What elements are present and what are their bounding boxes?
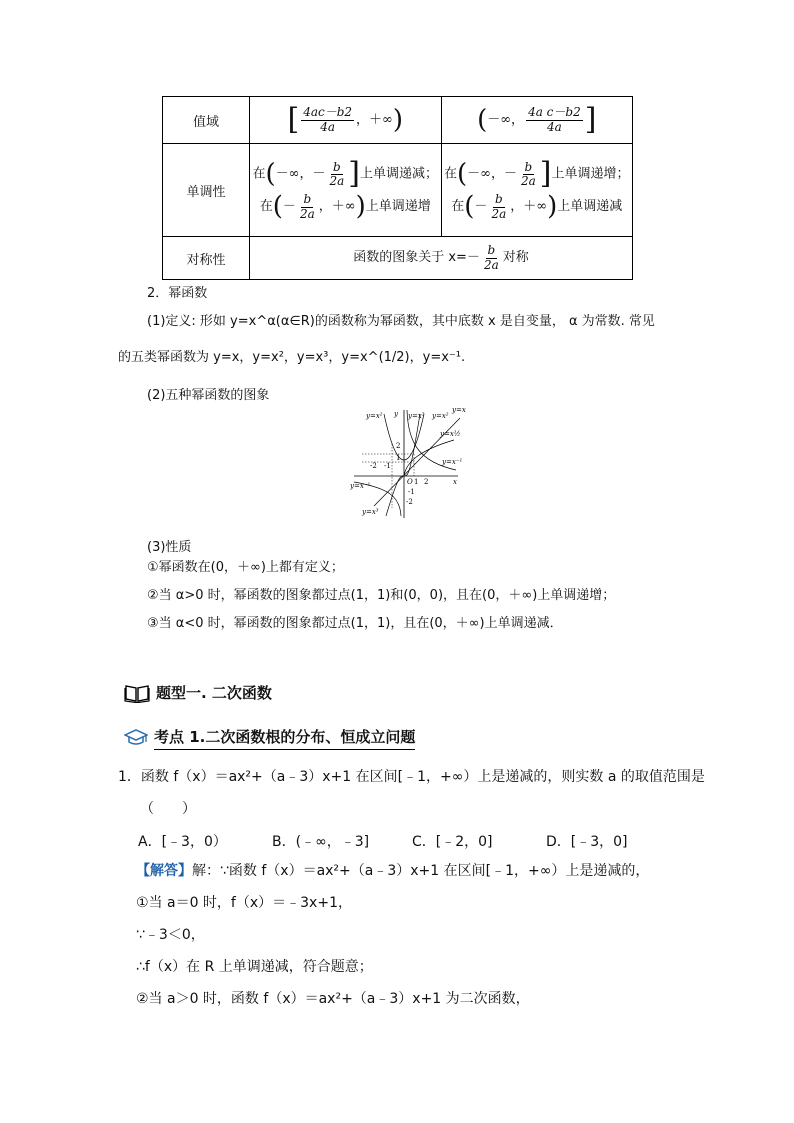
graph-section-title: (2)五种幂函数的图象 (147, 388, 270, 403)
heading-subtopic-1: 考点 1.二次函数根的分布、恒成立问题 (124, 726, 415, 750)
svg-text:y=x: y=x (452, 406, 466, 414)
svg-text:O: O (407, 478, 413, 486)
answer-tag: 【解答】 (136, 863, 192, 879)
svg-text:y=x²: y=x² (366, 412, 383, 420)
svg-text:y=x²: y=x² (432, 412, 449, 420)
answer-case-1: ①当 a＝0 时，f（x）＝﹣3x+1， (136, 895, 352, 911)
svg-text:-2: -2 (370, 462, 377, 470)
power-function-graph (350, 404, 476, 520)
svg-text:y=x⁻¹: y=x⁻¹ (442, 458, 463, 466)
svg-text:x: x (453, 478, 457, 486)
definition-line-2: 的五类幂函数为 y=x，y=x²，y=x³，y=x^(1/2)，y=x⁻¹. (118, 350, 466, 365)
curve-y-x3 (386, 414, 420, 516)
option-c: C．[﹣2，0] (412, 834, 493, 850)
svg-text:-1: -1 (384, 462, 391, 470)
graduation-cap-icon (124, 729, 148, 747)
heading-topic-1: 题型一. 二次函数 (124, 682, 272, 703)
property-2: ②当 α>0 时，幂函数的图象都过点(1，1)和(0，0)，且在(0，＋∞)上单调递增； (147, 588, 616, 603)
svg-text:y=x³: y=x³ (362, 508, 379, 516)
range-cell-a-negative: (－∞， $\frac{\text{4a c－b2}}{4a}$ ] (441, 97, 633, 144)
table-row-monotonicity (163, 144, 633, 237)
svg-text:-2: -2 (406, 498, 413, 506)
answer-therefore: ∴f（x）在 R 上单调递减，符合题意； (136, 959, 373, 975)
svg-text:1: 1 (414, 478, 419, 486)
option-d: D．[﹣3，0] (546, 834, 628, 850)
option-a: A．[﹣3，0） (138, 834, 227, 850)
svg-text:2: 2 (396, 442, 401, 450)
svg-text:2: 2 (424, 478, 429, 486)
row-header-monotonicity: 单调性 (163, 144, 250, 237)
property-3: ③当 α<0 时，幂函数的图象都过点(1，1)，且在(0，＋∞)上单调递减． (147, 616, 563, 631)
row-header-range: 值域 (163, 97, 250, 144)
row-header-symmetry: 对称性 (163, 237, 250, 280)
svg-text:-1: -1 (408, 488, 415, 496)
question-stem: 1．函数 f（x）＝ax²+（a﹣3）x+1 在区间[﹣1，+∞）上是递减的，则实数 a 的取值范围是 (118, 769, 705, 785)
option-b: B．(﹣∞，﹣3] (272, 834, 370, 850)
properties-title: (3)性质 (147, 540, 192, 555)
section-title-power-functions: 2．幂函数 (147, 286, 208, 301)
answer-line-1: 【解答】解：∵函数 f（x）＝ax²+（a﹣3）x+1 在区间[﹣1，+∞）上是递减的， (136, 863, 650, 879)
symmetry-cell: 函数的图象关于 x=－ $\frac{b}{2a}$ 对称 (250, 237, 633, 280)
svg-text:1: 1 (396, 454, 401, 462)
svg-text:y=x⁻¹: y=x⁻¹ (350, 482, 371, 490)
quadratic-properties-table (162, 96, 633, 280)
monotonicity-cell-a-negative: 在(－∞，－ $\frac{b}{2a}$ ]上单调递增； 在(－ $\frac{b}{2a}$ ，＋∞)上单调递减 (441, 144, 633, 237)
svg-text:y=x½: y=x½ (440, 430, 461, 438)
definition-line-1: (1)定义: 形如 y=x^α(α∈R)的函数称为幂函数，其中底数 x 是自变量， α 为常数. 常见 (147, 314, 655, 329)
table-row-symmetry (163, 237, 633, 280)
question-paren: （ ） (140, 801, 196, 817)
svg-text:y=x³: y=x³ (408, 412, 425, 420)
answer-case-2: ②当 a＞0 时，函数 f（x）＝ax²+（a﹣3）x+1 为二次函数， (136, 991, 530, 1007)
monotonicity-cell-a-positive: 在(－∞，－ $\frac{b}{2a}$ ]上单调递减； 在(－ $\frac{b}{2a}$ ，＋∞)上单调递增 (250, 144, 442, 237)
table-row-range (163, 97, 633, 144)
svg-text:y: y (394, 410, 398, 418)
open-book-icon (124, 683, 150, 703)
answer-because: ∵﹣3＜0， (136, 927, 205, 943)
range-cell-a-positive: [ $\frac{4ac-b2}{4a}$ ，＋∞) (250, 97, 442, 144)
property-1: ①幂函数在(0，＋∞)上都有定义； (147, 560, 344, 575)
